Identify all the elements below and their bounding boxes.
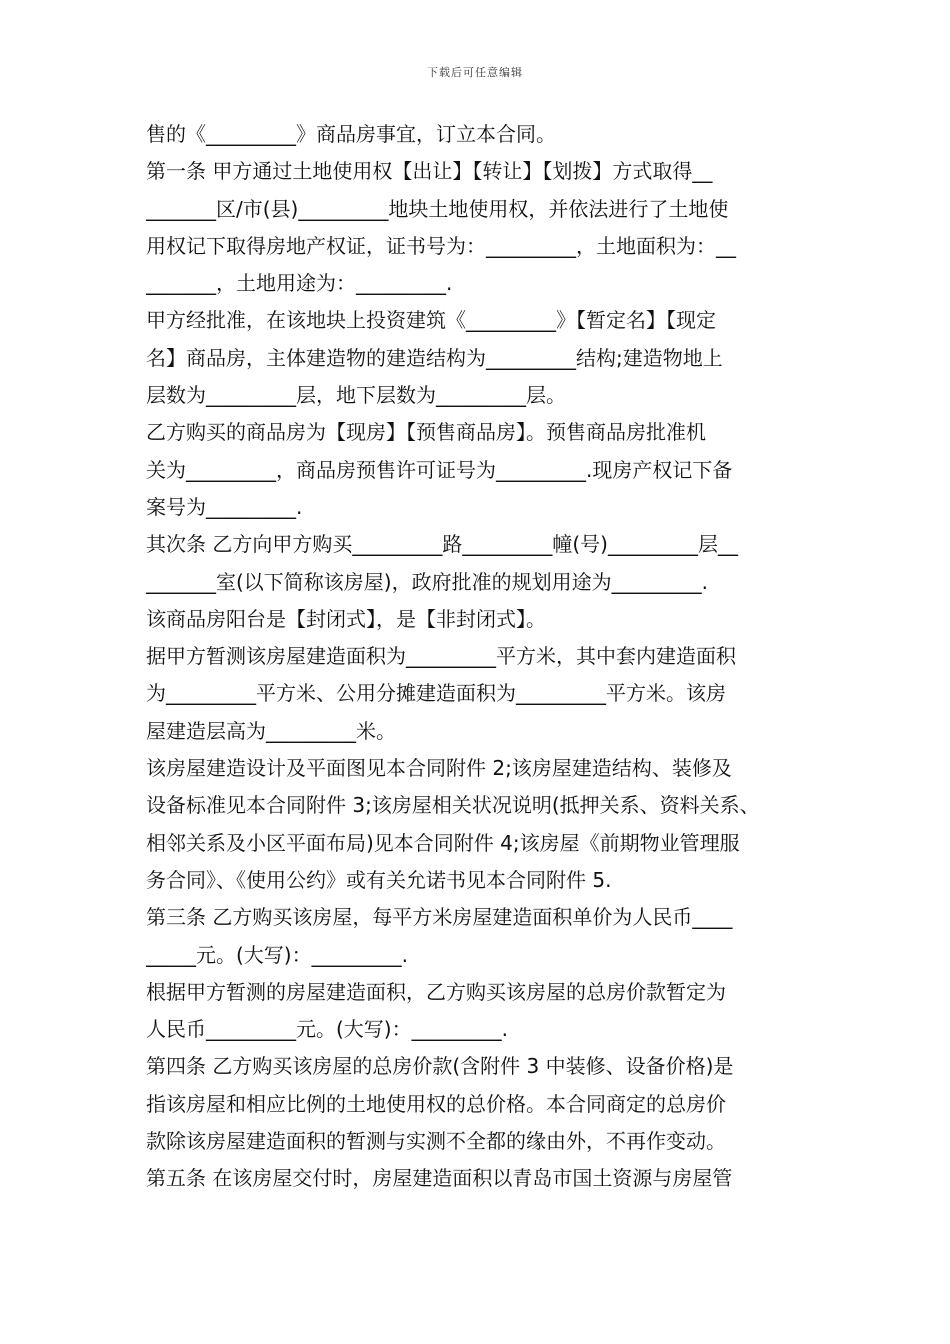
text-line: 其次条 乙方向甲方购买_________路_________幢(号)_________层__ bbox=[146, 532, 738, 557]
text-line: 层数为_________层，地下层数为_________层。 bbox=[146, 383, 566, 408]
text-line: 据甲方暂测该房屋建造面积为_________平方米，其中套内建造面积 bbox=[146, 644, 736, 669]
text-line: 第三条 乙方购买该房屋，每平方米房屋建造面积单价为人民币____ bbox=[146, 905, 733, 930]
text-line: 该房屋建造设计及平面图见本合同附件 2;该房屋建造结构、装修及 bbox=[146, 756, 732, 781]
text-line: 为_________平方米、公用分摊建造面积为_________平方米。该房 bbox=[146, 681, 726, 706]
text-line: 相邻关系及小区平面布局)见本合同附件 4;该房屋《前期物业管理服 bbox=[146, 830, 740, 855]
text-line: 根据甲方暂测的房屋建造面积，乙方购买该房屋的总房价款暂定为 bbox=[146, 979, 726, 1004]
text-line: 该商品房阳台是【封闭式】，是【非封闭式】。 bbox=[146, 606, 546, 631]
text-line: 第五条 在该房屋交付时，房屋建造面积以青岛市国土资源与房屋管 bbox=[146, 1166, 733, 1191]
text-line: 关为_________，商品房预售许可证号为_________.现房产权记下备 bbox=[146, 457, 733, 482]
page-header: 下载后可任意编辑 bbox=[427, 66, 523, 79]
text-line: 务合同》、《使用公约》或有关允诺书见本合同附件 5. bbox=[146, 867, 612, 892]
text-line: 款除该房屋建造面积的暂测与实测不全都的缘由外，不再作变动。 bbox=[146, 1129, 726, 1154]
text-line: 售的《_________》商品房事宜，订立本合同。 bbox=[146, 122, 556, 146]
text-line: 第四条 乙方购买该房屋的总房价款(含附件 3 中装修、设备价格)是 bbox=[146, 1054, 734, 1079]
text-line: 屋建造层高为_________米。 bbox=[146, 718, 396, 743]
text-line: _____元。(大写)：_________. bbox=[146, 942, 408, 967]
text-line: 指该房屋和相应比例的土地使用权的总价格。本合同商定的总房价 bbox=[146, 1091, 726, 1116]
text-line: 案号为_________. bbox=[146, 494, 303, 519]
text-line: 第一条 甲方通过土地使用权【出让】【转让】【划拨】方式取得__ bbox=[146, 159, 713, 184]
text-line: _______，土地用途为：_________. bbox=[146, 271, 453, 296]
text-line: 用权记下取得房地产权证，证书号为：_________，土地面积为：__ bbox=[146, 233, 736, 258]
text-line: _______室(以下简称该房屋)，政府批准的规划用途为_________. bbox=[146, 569, 708, 594]
text-line: 乙方购买的商品房为【现房】【预售商品房】。预售商品房批准机 bbox=[146, 420, 706, 445]
text-line: 人民币_________元。(大写)：_________. bbox=[146, 1017, 508, 1042]
text-line: 甲方经批准，在该地块上投资建筑《_________》【暂定名】【现定 bbox=[146, 308, 716, 333]
contract-body bbox=[146, 116, 808, 1198]
text-line: _______区/市(县)_________地块土地使用权，并依法进行了土地使 bbox=[146, 196, 729, 221]
text-line: 设备标准见本合同附件 3;该房屋相关状况说明(抵押关系、资料关系、 bbox=[146, 793, 760, 818]
text-line: 名】商品房，主体建造物的建造结构为_________结构;建造物地上 bbox=[146, 345, 723, 370]
